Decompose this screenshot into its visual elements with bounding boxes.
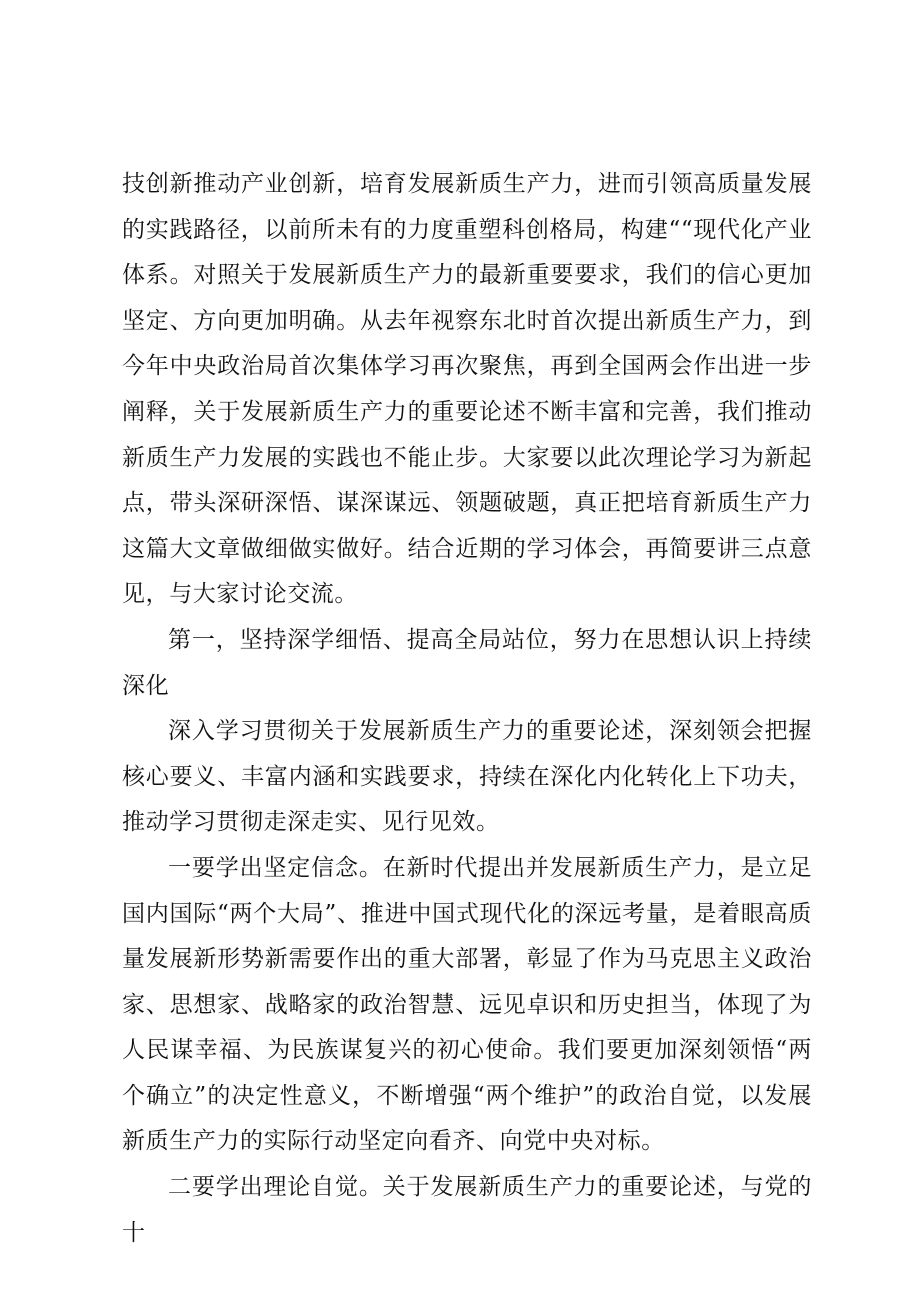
paragraph-point-two: 二要学出理论自觉。关于发展新质生产力的重要论述，与党的十: [122, 1174, 812, 1246]
section-heading-first: 第一，坚持深学细悟、提高全局站位，努力在思想认识上持续深化: [122, 626, 812, 699]
paragraph-point-one: 一要学出坚定信念。在新时代提出并发展新质生产力，是立足国内国际“两个大局”、推进中国式现代化的深远考量，是着眼高质量发展新形势新需要作出的重大部署，彰显了作为马克思主义政治家、思想家、战略家的政治智慧、远见卓识和历史担当，体现了为人民谋幸福、为民族谋复兴的初心使命。我们要更加深刻领悟“两个确立”的决定性意义，不断增强“两个维护”的政治自觉，以发展新质生产力的实际行动坚定向看齐、向党中央对标。: [122, 854, 812, 1155]
paragraph-section-intro: 深入学习贯彻关于发展新质生产力的重要论述，深刻领会把握核心要义、丰富内涵和实践要求，持续在深化内化转化上下功夫，推动学习贯彻走深走实、见行见效。: [122, 718, 812, 836]
paragraph-intro: 技创新推动产业创新，培育发展新质生产力，进而引领高质量发展的实践路径，以前所未有的力度重塑科创格局，构建““现代化产业体系。对照关于发展新质生产力的最新重要要求，我们的信心更加坚定、方向更加明确。从去年视察东北时首次提出新质生产力，到今年中央政治局首次集体学习再次聚焦，再到全国两会作出进一步阐释，关于发展新质生产力的重要论述不断丰富和完善，我们推动新质生产力发展的实践也不能止步。大家要以此次理论学习为新起点，带头深研深悟、谋深谋远、领题破题，真正把培育新质生产力这篇大文章做细做实做好。结合近期的学习体会，再简要讲三点意见，与大家讨论交流。: [122, 171, 812, 608]
document-body: [122, 162, 812, 1256]
